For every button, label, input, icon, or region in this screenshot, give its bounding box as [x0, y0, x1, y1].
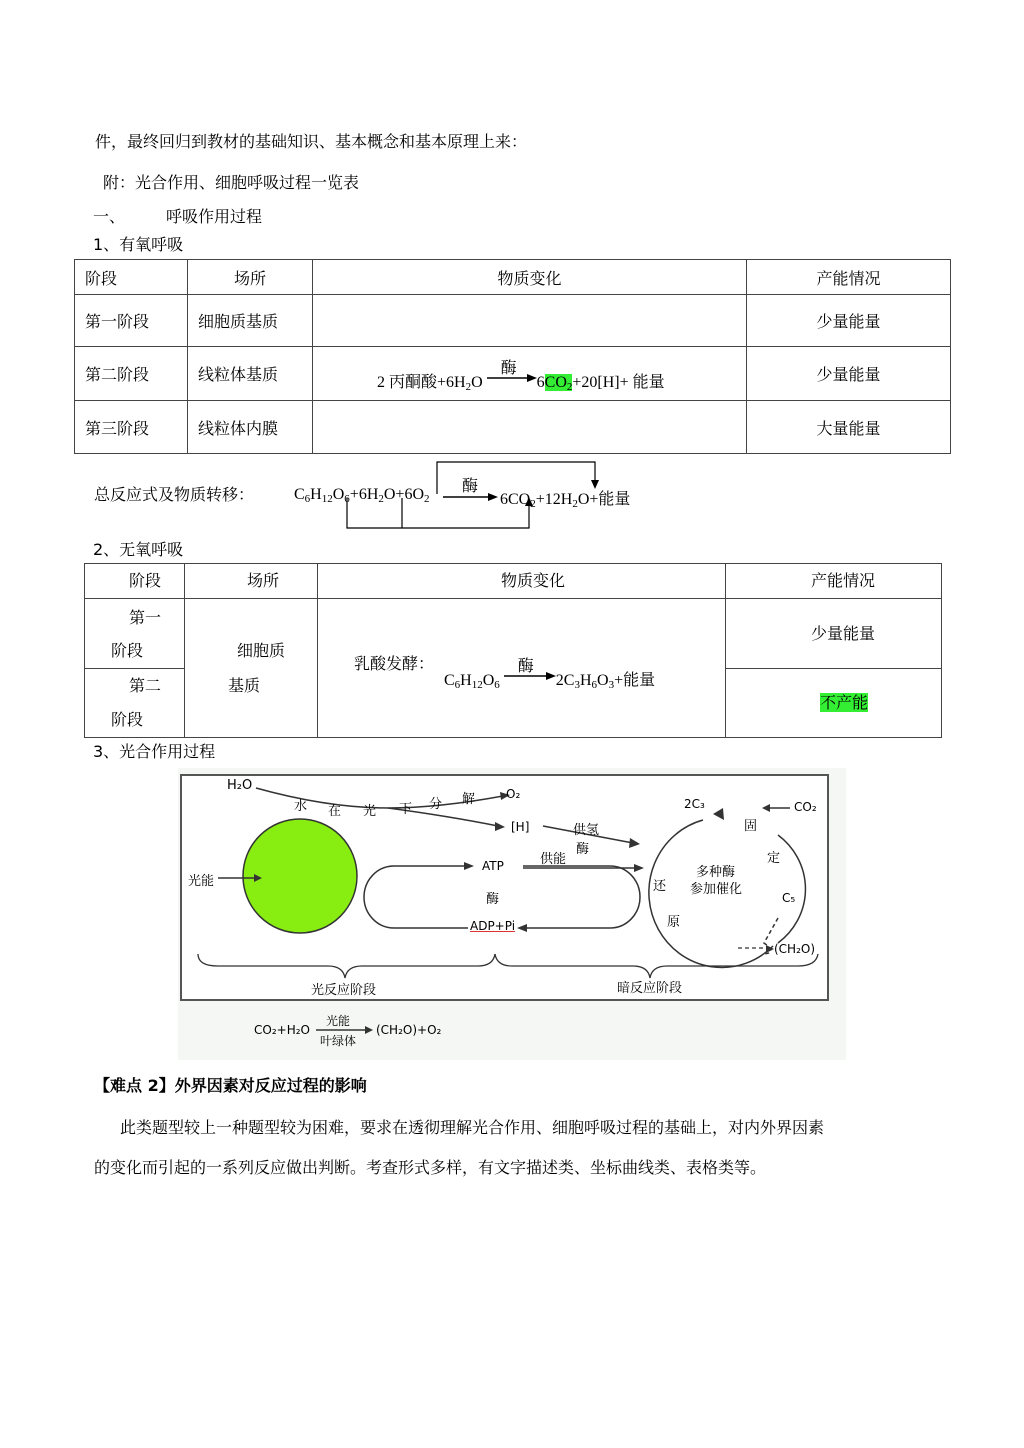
stage1-line2: 阶段 — [111, 641, 144, 660]
header-energy: 产能情况 — [747, 260, 951, 295]
stage1-line1: 第一 — [129, 608, 162, 627]
difficulty-para-line1: 此类题型较上一种题型较为困难，要求在透彻理解光合作用、细胞呼吸过程的基础上，对内外界因素 — [120, 1118, 825, 1137]
atp-label: ATP — [482, 859, 504, 873]
total-label: 总反应式及物质转移： — [94, 485, 255, 504]
reaction-arrow — [487, 358, 537, 387]
lactic-formula: $C_6H_{12}O_6$ 酶 $2C_3H_6O_3+$能量 — [444, 667, 655, 691]
table-row — [75, 347, 951, 401]
appendix-line: 附：光合作用、细胞呼吸过程一览表 — [103, 173, 360, 192]
atp-enzyme-label: 酶 — [486, 892, 500, 907]
total-equation — [290, 458, 660, 533]
light-stage-label: 光反应阶段 — [311, 983, 377, 998]
co2-highlight: $CO_2$ — [544, 374, 573, 393]
section1-number: 一、 — [93, 207, 126, 226]
header-place: 场所 — [188, 260, 313, 295]
aerobic-heading: 1、有氧呼吸 — [93, 235, 184, 254]
summary-right: (CH₂O)+O₂ — [376, 1023, 442, 1037]
split-1: 水 — [294, 799, 308, 814]
h2o-label: H₂O — [227, 778, 253, 793]
stage-cell: 第二阶段 — [75, 347, 188, 401]
photo-heading: 3、光合作用过程 — [93, 742, 216, 761]
header-place: 场所 — [247, 571, 280, 590]
adp-label: ADP+Pi — [470, 919, 516, 933]
energy-cell: 少量能量 — [747, 295, 951, 347]
change-cell — [313, 401, 747, 454]
lactic-equation: 乳酸发酵： — [354, 654, 435, 673]
diagram-graphics — [178, 768, 846, 1060]
stage-cell: 第三阶段 — [75, 401, 188, 454]
place-line1: 细胞质 — [237, 641, 286, 660]
ch2o-label: (CH₂O) — [774, 942, 816, 956]
enzyme-label: 酶 — [517, 656, 534, 675]
total-equation-right: $6CO_2+12H_2O+$能量 — [500, 491, 631, 510]
split-5: 分 — [429, 797, 443, 812]
difficulty-title: 【难点 2】外界因素对反应过程的影响 — [94, 1076, 367, 1095]
split-6: 解 — [462, 792, 476, 807]
energy-small: 少量能量 — [811, 624, 876, 643]
split-2: 在 — [328, 804, 342, 819]
co2-label: CO₂ — [794, 800, 817, 814]
change-cell — [313, 347, 747, 401]
enzyme-label: 酶 — [576, 842, 590, 857]
reduce-label-1: 还 — [653, 879, 667, 894]
difficulty-para-line2: 的变化而引起的一系列反应做出判断。考查形式多样，有文字描述类、坐标曲线类、表格类等。 — [94, 1158, 767, 1177]
stage2-line1: 第二 — [129, 676, 162, 695]
energy-none: 不产能 — [820, 693, 869, 712]
energy-cell: 少量能量 — [747, 347, 951, 401]
header-stage: 阶段 — [129, 571, 162, 590]
summary-top: 光能 — [326, 1014, 351, 1028]
place-line2: 基质 — [228, 676, 261, 695]
light-energy-label: 光能 — [188, 874, 215, 889]
table-header-row — [75, 260, 951, 295]
header-stage: 阶段 — [75, 260, 188, 295]
multi-enzyme-line1: 多种酶 — [696, 865, 736, 880]
h-label: [H] — [511, 820, 530, 834]
photosynthesis-diagram — [178, 768, 846, 1060]
place-cell: 线粒体内膜 — [188, 401, 313, 454]
reaction-arrow — [504, 656, 556, 685]
header-change: 物质变化 — [313, 260, 747, 295]
header-change: 物质变化 — [501, 571, 566, 590]
enzyme-label: 酶 — [500, 358, 517, 377]
anaerobic-heading: 2、无氧呼吸 — [93, 540, 184, 559]
total-equation-left: $C_6H_{12}O_6+6H_2O+6O_2$ — [294, 486, 430, 505]
anaerobic-table — [84, 563, 942, 738]
reduce-label-2: 原 — [667, 915, 681, 930]
aerobic-table — [74, 259, 951, 454]
split-3: 光 — [363, 804, 377, 819]
enzyme-label: 酶 — [462, 476, 479, 495]
header-energy: 产能情况 — [811, 571, 876, 590]
fix-label-2: 定 — [767, 851, 781, 866]
place-cell: 细胞质基质 — [188, 295, 313, 347]
stage2-line2: 阶段 — [111, 710, 144, 729]
summary-bottom: 叶绿体 — [320, 1034, 357, 1048]
section1-title: 呼吸作用过程 — [166, 207, 263, 226]
summary-left: CO₂+H₂O — [254, 1023, 310, 1037]
o2-label: O₂ — [506, 787, 521, 801]
place-cell: 线粒体基质 — [188, 347, 313, 401]
change-cell — [313, 295, 747, 347]
table-row — [75, 401, 951, 454]
stage2-equation: 2 丙酮酸$+6H_2O$ 酶 $6CO_2+20[H]+$ 能量 — [377, 369, 665, 393]
supply-energy-label: 供能 — [540, 852, 567, 867]
split-4: 下 — [399, 802, 413, 817]
c3-label: 2C₃ — [684, 797, 705, 811]
supply-h-label: 供氢 — [573, 823, 600, 838]
fix-label-1: 固 — [744, 819, 758, 834]
dark-stage-label: 暗反应阶段 — [617, 981, 683, 996]
multi-enzyme-line2: 参加催化 — [690, 882, 743, 897]
table-row — [75, 295, 951, 347]
energy-cell: 大量能量 — [747, 401, 951, 454]
c5-label: C₅ — [782, 891, 796, 905]
intro-line: 件，最终回归到教材的基础知识、基本概念和基本原理上来： — [95, 132, 528, 151]
stage-cell: 第一阶段 — [75, 295, 188, 347]
